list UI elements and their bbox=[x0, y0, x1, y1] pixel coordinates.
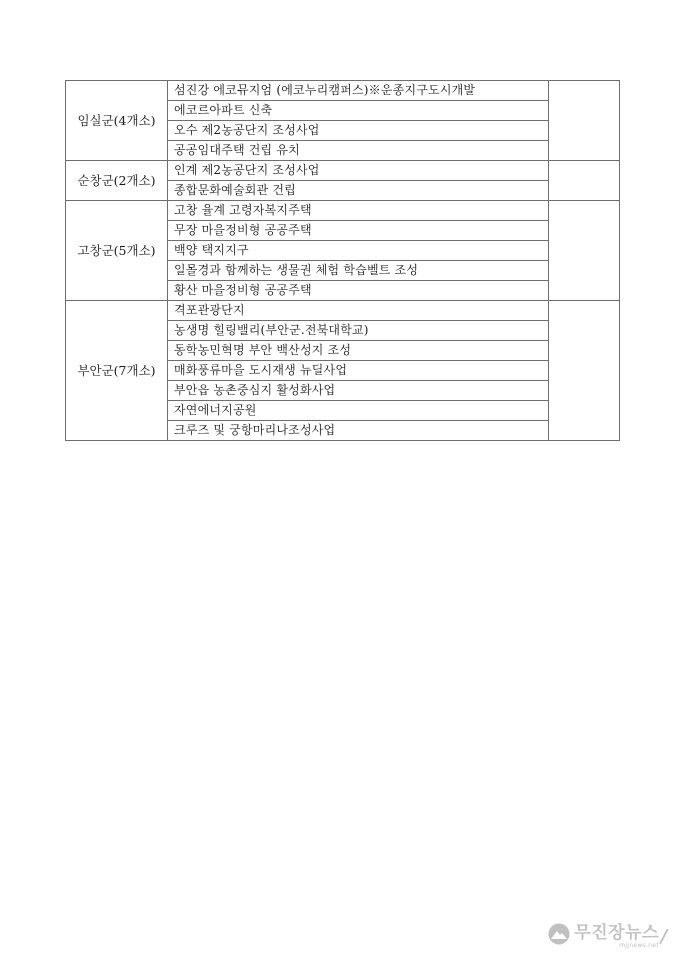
table-row bbox=[66, 301, 620, 321]
note-cell bbox=[549, 161, 620, 201]
county-cell: 순창군(2개소) bbox=[66, 161, 168, 201]
watermark-text: 무진장뉴스 bbox=[574, 922, 659, 943]
watermark bbox=[548, 923, 668, 950]
project-cell: 종합문화예술회관 건립 bbox=[168, 181, 549, 201]
project-cell: 자연에너지공원 bbox=[168, 401, 549, 421]
table-row bbox=[66, 161, 620, 181]
project-cell: 격포관광단지 bbox=[168, 301, 549, 321]
project-cell: 일몰경과 함께하는 생물권 체험 학습벨트 조성 bbox=[168, 261, 549, 281]
note-cell bbox=[549, 201, 620, 301]
project-cell: 동학농민혁명 부안 백산성지 조성 bbox=[168, 341, 549, 361]
table-body bbox=[66, 81, 620, 441]
project-cell: 부안읍 농촌중심지 활성화사업 bbox=[168, 381, 549, 401]
project-cell: 고창 율계 고령자복지주택 bbox=[168, 201, 549, 221]
project-cell: 에코르아파트 신축 bbox=[168, 101, 549, 121]
note-cell bbox=[549, 301, 620, 441]
project-cell: 황산 마을정비형 공공주택 bbox=[168, 281, 549, 301]
project-cell: 크루즈 및 궁항마리나조성사업 bbox=[168, 421, 549, 441]
project-cell: 무장 마을정비형 공공주택 bbox=[168, 221, 549, 241]
project-cell: 공공임대주택 건립 유치 bbox=[168, 141, 549, 161]
county-cell: 고창군(5개소) bbox=[66, 201, 168, 301]
table-row bbox=[66, 81, 620, 101]
project-table bbox=[65, 80, 620, 441]
project-cell: 인계 제2농공단지 조성사업 bbox=[168, 161, 549, 181]
project-cell: 오수 제2농공단지 조성사업 bbox=[168, 121, 549, 141]
table-row bbox=[66, 201, 620, 221]
project-cell: 농생명 힐링밸리(부안군.전북대학교) bbox=[168, 321, 549, 341]
county-cell: 부안군(7개소) bbox=[66, 301, 168, 441]
project-cell: 섬진강 에코뮤지엄 (에코누리캠퍼스)※운종지구도시개발 bbox=[168, 81, 549, 101]
watermark-url: mjjnews.net bbox=[619, 941, 659, 949]
note-cell bbox=[549, 81, 620, 161]
watermark-slash-mark: / bbox=[660, 926, 668, 947]
county-cell: 임실군(4개소) bbox=[66, 81, 168, 161]
mountain-logo-icon bbox=[548, 923, 574, 950]
project-cell: 매화풍류마을 도시재생 뉴딜사업 bbox=[168, 361, 549, 381]
project-cell: 백양 택지지구 bbox=[168, 241, 549, 261]
